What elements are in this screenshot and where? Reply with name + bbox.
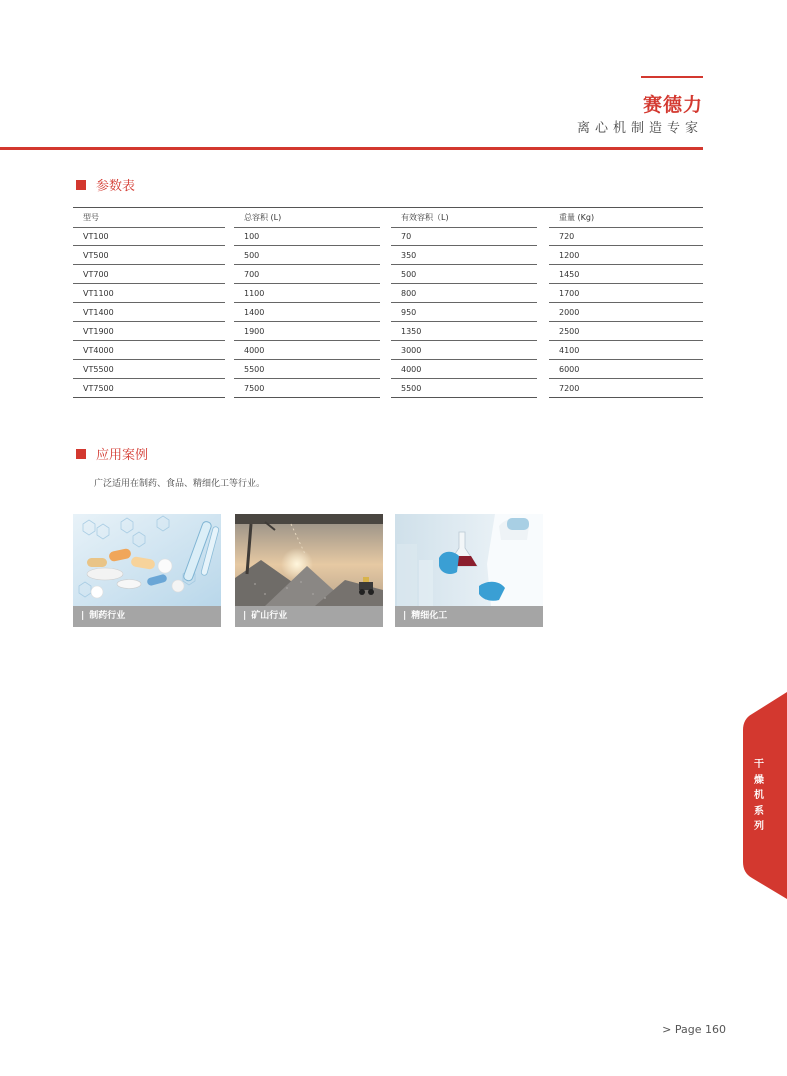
effective-volume-cell: 500 xyxy=(391,265,537,284)
model-cell: VT1100 xyxy=(73,284,225,303)
effective-volume-cell: 1350 xyxy=(391,322,537,341)
brand-name: 赛德力 xyxy=(642,94,703,116)
table-header-row xyxy=(73,208,703,227)
section-square-icon xyxy=(76,180,86,190)
chemical-caption: | 精细化工 xyxy=(395,606,543,627)
model-cell: VT500 xyxy=(73,246,225,265)
model-cell: VT100 xyxy=(73,227,225,246)
pharma-caption-label: 制药行业 xyxy=(89,611,126,621)
table-row xyxy=(73,379,703,398)
table-row xyxy=(73,265,703,284)
effective-volume-cell: 800 xyxy=(391,284,537,303)
weight-cell: 7200 xyxy=(549,379,703,398)
header-divider xyxy=(0,147,703,150)
model-cell: VT1400 xyxy=(73,303,225,322)
application-description: 广泛适用在制药、食品、精细化工等行业。 xyxy=(94,479,266,489)
weight-cell: 2500 xyxy=(549,322,703,341)
total-volume-cell: 700 xyxy=(234,265,380,284)
model-cell: VT5500 xyxy=(73,360,225,379)
brand-tagline: 离心机制造专家 xyxy=(576,121,703,136)
column-header-effective-volume: 有效容积（L) xyxy=(391,208,537,228)
total-volume-cell: 500 xyxy=(234,246,380,265)
effective-volume-cell: 950 xyxy=(391,303,537,322)
weight-cell: 1450 xyxy=(549,265,703,284)
effective-volume-cell: 70 xyxy=(391,227,537,246)
application-section-title: 应用案例 xyxy=(96,448,149,463)
effective-volume-cell: 350 xyxy=(391,246,537,265)
weight-cell: 720 xyxy=(549,227,703,246)
application-card-mining xyxy=(235,514,383,627)
weight-cell: 1700 xyxy=(549,284,703,303)
column-header-model: 型号 xyxy=(73,208,225,228)
table-row xyxy=(73,341,703,360)
total-volume-cell: 5500 xyxy=(234,360,380,379)
mining-caption-label: 矿山行业 xyxy=(251,611,288,621)
application-card-chemical xyxy=(395,514,543,627)
table-row xyxy=(73,303,703,322)
model-cell: VT700 xyxy=(73,265,225,284)
total-volume-cell: 1900 xyxy=(234,322,380,341)
pharma-caption: | 制药行业 xyxy=(73,606,221,627)
brand-accent-bar xyxy=(641,76,703,78)
side-tab-label: 干燥机系列 xyxy=(754,759,764,832)
total-volume-cell: 4000 xyxy=(234,341,380,360)
table-row xyxy=(73,322,703,341)
chemical-image xyxy=(395,514,543,606)
page-number: > Page 160 xyxy=(662,1023,726,1036)
table-row xyxy=(73,284,703,303)
params-table xyxy=(73,207,703,398)
chemical-caption-label: 精细化工 xyxy=(411,611,448,621)
weight-cell: 6000 xyxy=(549,360,703,379)
params-section-title: 参数表 xyxy=(96,179,136,194)
weight-cell: 4100 xyxy=(549,341,703,360)
table-row xyxy=(73,246,703,265)
effective-volume-cell: 4000 xyxy=(391,360,537,379)
total-volume-cell: 7500 xyxy=(234,379,380,398)
model-cell: VT4000 xyxy=(73,341,225,360)
pharma-image xyxy=(73,514,221,606)
total-volume-cell: 1100 xyxy=(234,284,380,303)
params-section-header xyxy=(76,175,135,194)
mining-caption: | 矿山行业 xyxy=(235,606,383,627)
application-section-header xyxy=(76,444,148,463)
total-volume-cell: 1400 xyxy=(234,303,380,322)
weight-cell: 2000 xyxy=(549,303,703,322)
effective-volume-cell: 3000 xyxy=(391,341,537,360)
table-row xyxy=(73,227,703,246)
weight-cell: 1200 xyxy=(549,246,703,265)
section-square-icon xyxy=(76,449,86,459)
application-card-pharma xyxy=(73,514,221,627)
mining-image xyxy=(235,514,383,606)
table-row xyxy=(73,360,703,379)
model-cell: VT7500 xyxy=(73,379,225,398)
column-header-weight: 重量 (Kg) xyxy=(549,208,703,228)
effective-volume-cell: 5500 xyxy=(391,379,537,398)
column-header-total-volume: 总容积 (L) xyxy=(234,208,380,228)
total-volume-cell: 100 xyxy=(234,227,380,246)
model-cell: VT1900 xyxy=(73,322,225,341)
